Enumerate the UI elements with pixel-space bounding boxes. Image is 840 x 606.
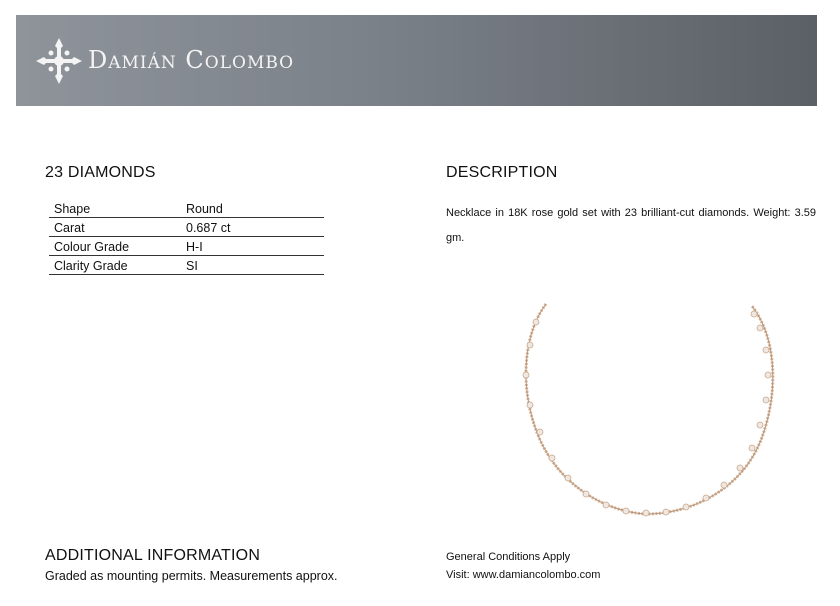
spec-value: H-I xyxy=(181,237,324,256)
spec-label: Shape xyxy=(49,199,181,218)
general-conditions: General Conditions Apply xyxy=(446,551,571,563)
description-text: Necklace in 18K rose gold set with 23 brilliant-cut diamonds. Weight: 3.59 gm. xyxy=(446,207,816,244)
website-link[interactable]: Visit: www.damiancolombo.com xyxy=(446,569,601,581)
fleur-cross-logo-icon xyxy=(34,36,84,86)
brand-name: Damián Colombo xyxy=(88,46,295,74)
spec-value: Round xyxy=(181,199,324,218)
diamond-spec-table xyxy=(49,199,324,275)
spec-label: Colour Grade xyxy=(49,237,181,256)
spec-label: Clarity Grade xyxy=(49,256,181,275)
spec-value: SI xyxy=(181,256,324,275)
description-heading: DESCRIPTION xyxy=(446,164,558,181)
additional-heading: ADDITIONAL INFORMATION xyxy=(45,547,261,564)
additional-text: Graded as mounting permits. Measurements approx. xyxy=(45,569,338,583)
spec-value: 0.687 ct xyxy=(181,218,324,237)
diamonds-heading: 23 DIAMONDS xyxy=(45,164,156,181)
table-row xyxy=(49,256,324,275)
spec-label: Carat xyxy=(49,218,181,237)
table-row xyxy=(49,218,324,237)
brand-header xyxy=(16,15,817,106)
table-row xyxy=(49,237,324,256)
diamond-necklace-image xyxy=(516,300,784,522)
table-row xyxy=(49,199,324,218)
